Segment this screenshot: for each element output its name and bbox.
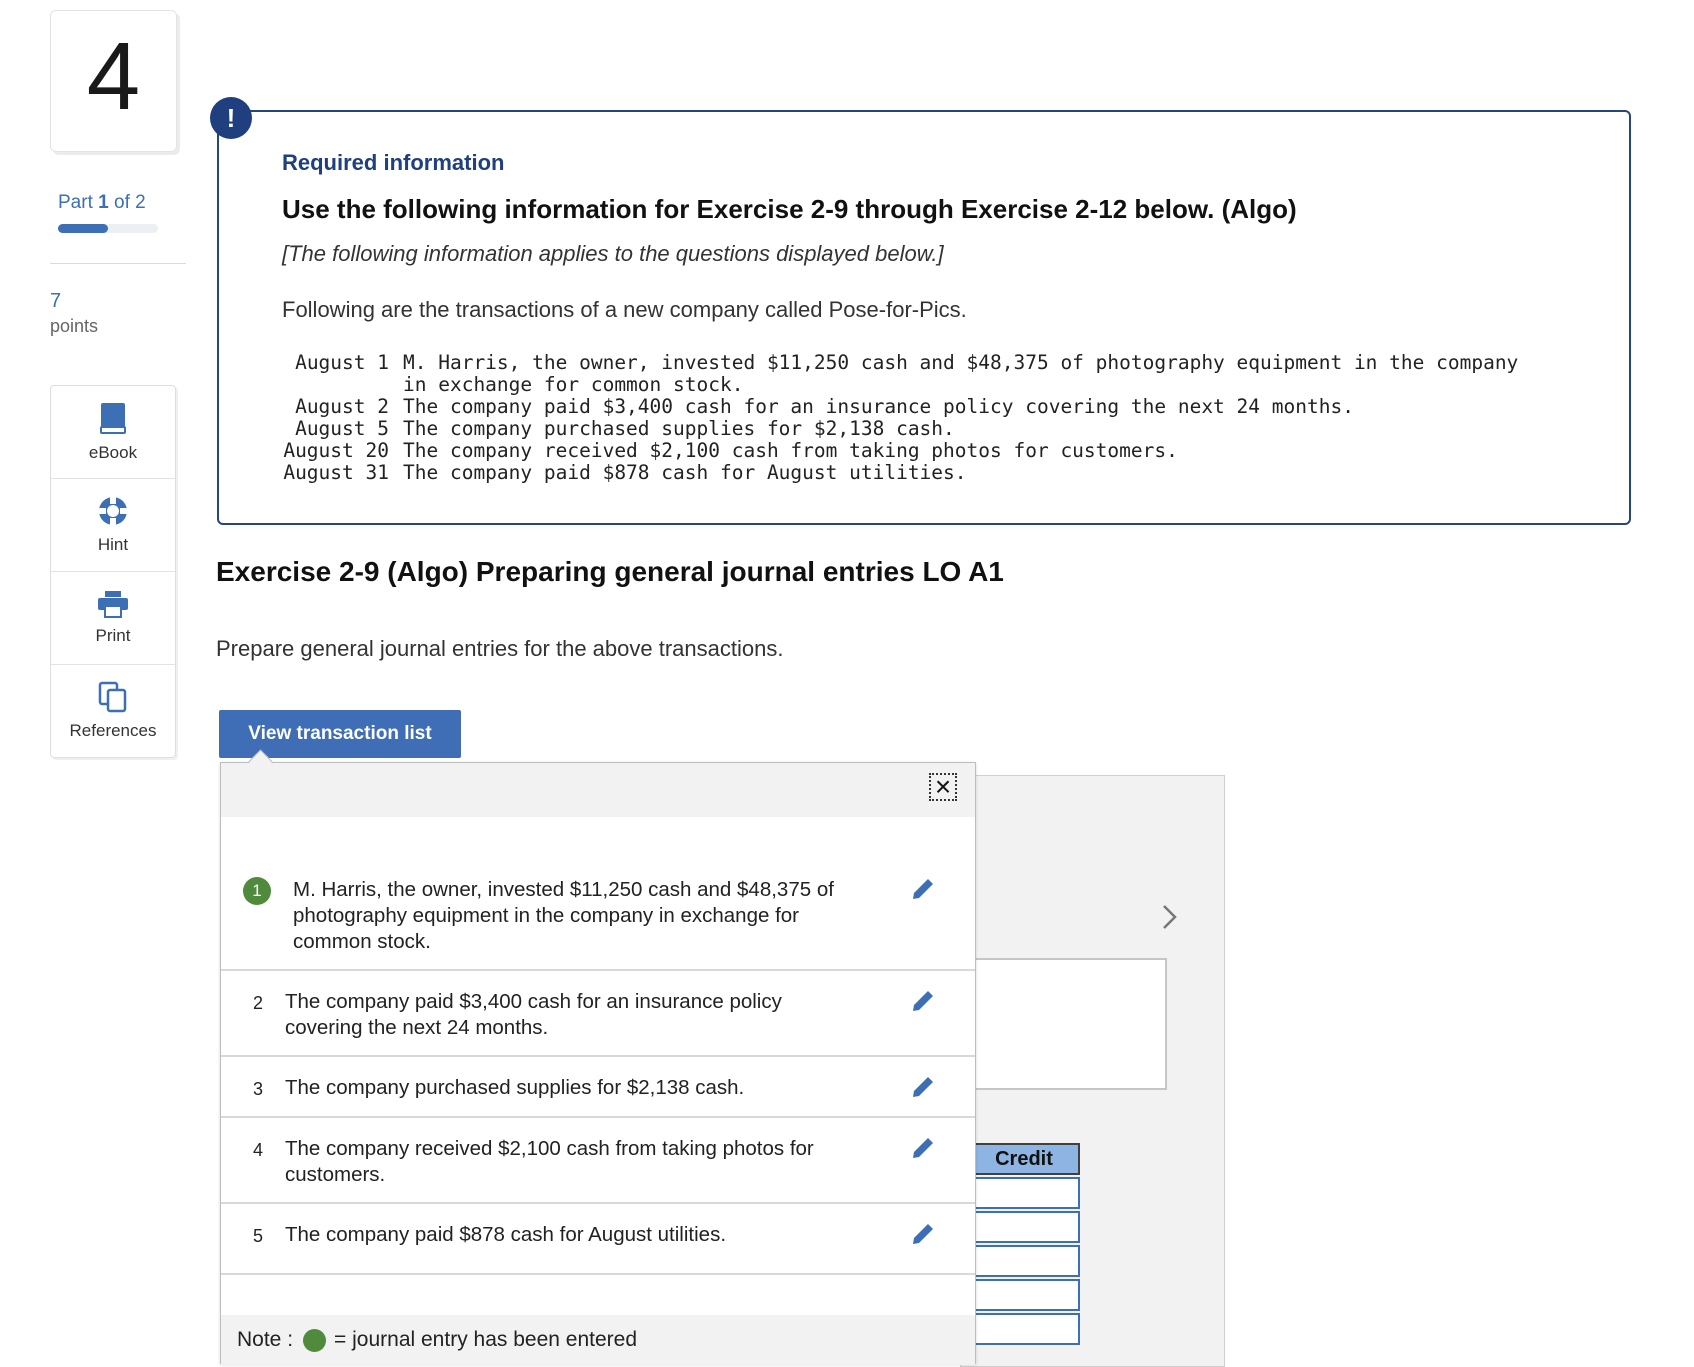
exercise-prompt: Prepare general journal entries for the above transactions. — [216, 636, 784, 661]
hint-button[interactable]: Hint — [51, 479, 175, 572]
entered-dot-icon — [303, 1329, 326, 1352]
references-button[interactable]: References — [51, 665, 175, 757]
pencil-edit-icon[interactable] — [909, 1073, 937, 1101]
worksheet-text-box — [960, 958, 1167, 1090]
info-heading: Use the following information for Exercise 2-9 through Exercise 2-12 below. (Algo) — [282, 194, 1297, 224]
lifebuoy-icon — [97, 495, 129, 527]
transaction-list — [221, 871, 975, 1275]
transaction-line — [282, 374, 1518, 396]
credit-input[interactable] — [968, 1279, 1080, 1311]
chevron-right-icon[interactable] — [1155, 902, 1183, 932]
transaction-date: August 20 — [283, 439, 389, 462]
transaction-text: The company purchased supplies for $2,138 cash. — [403, 417, 955, 440]
copy-icon — [98, 681, 128, 713]
credit-input[interactable] — [968, 1177, 1080, 1209]
transaction-list-item[interactable] — [221, 1118, 975, 1204]
transaction-text: in exchange for common stock. — [403, 373, 744, 396]
transaction-description: The company paid $878 cash for August utilities. — [285, 1223, 727, 1246]
transaction-number: 4 — [252, 1140, 263, 1160]
transaction-date: August 2 — [295, 395, 389, 418]
transaction-text: The company paid $3,400 cash for an insurance policy covering the next 24 months. — [403, 395, 1354, 418]
transaction-text: The company paid $878 cash for August utilities. — [403, 461, 967, 484]
view-transaction-list-button[interactable]: View transaction list — [219, 710, 461, 758]
pencil-edit-icon[interactable] — [909, 875, 937, 903]
transaction-text: M. Harris, the owner, invested $11,250 cash and $48,375 of photography equipment in the company — [403, 351, 1519, 374]
popup-header — [221, 763, 975, 817]
transaction-list-popup — [220, 762, 976, 1364]
transaction-date — [282, 374, 403, 396]
transaction-description: The company purchased supplies for $2,138 cash. — [285, 1076, 745, 1099]
points-value: 7 — [50, 290, 62, 312]
transactions-block — [282, 352, 1518, 484]
credit-input[interactable] — [968, 1313, 1080, 1345]
transaction-date: August 31 — [283, 461, 389, 484]
pencil-edit-icon[interactable] — [909, 1220, 937, 1248]
transaction-description: The company paid $3,400 cash for an insurance policy covering the next 24 months. — [285, 990, 782, 1039]
close-icon[interactable]: × — [929, 773, 957, 801]
tools-panel — [50, 385, 176, 758]
transaction-date: August 1 — [295, 351, 389, 374]
popup-note — [221, 1315, 975, 1365]
pencil-edit-icon[interactable] — [909, 1134, 937, 1162]
printer-icon — [97, 590, 129, 618]
exercise-title: Exercise 2-9 (Algo) Preparing general journal entries LO A1 — [216, 556, 1004, 587]
transaction-line — [282, 440, 1518, 462]
transaction-list-item[interactable] — [221, 1204, 975, 1275]
applies-note: [The following information applies to the questions displayed below.] — [282, 241, 944, 266]
entered-badge: 1 — [243, 877, 271, 905]
transaction-list-item[interactable] — [221, 871, 975, 971]
part-indicator: Part 1 of 2 — [58, 192, 146, 213]
transaction-description: M. Harris, the owner, invested $11,250 cash and $48,375 of photography equipment in the company in exchange for common stock. — [293, 878, 834, 953]
required-info-title: Required information — [282, 150, 505, 175]
transaction-line — [282, 462, 1518, 484]
ebook-button[interactable]: eBook — [51, 386, 175, 479]
transaction-date: August 5 — [295, 417, 389, 440]
credit-input[interactable] — [968, 1245, 1080, 1277]
transaction-line — [282, 352, 1518, 374]
sidebar-divider — [50, 263, 186, 264]
part-current: 1 — [98, 192, 109, 213]
note-prefix: Note : — [237, 1328, 294, 1351]
question-number: 4 — [86, 23, 141, 130]
part-progress-fill — [58, 224, 108, 233]
part-progress-bar — [58, 224, 158, 233]
transaction-number: 5 — [252, 1226, 263, 1246]
print-button[interactable]: Print — [51, 572, 175, 665]
transaction-line — [282, 396, 1518, 418]
transaction-number: 3 — [252, 1079, 263, 1099]
book-icon — [98, 401, 128, 435]
transaction-number: 2 — [252, 993, 263, 1013]
pencil-edit-icon[interactable] — [909, 987, 937, 1015]
note-text: = journal entry has been entered — [334, 1328, 637, 1351]
transaction-line — [282, 418, 1518, 440]
alert-icon: ! — [210, 97, 252, 139]
transaction-list-item[interactable] — [221, 971, 975, 1057]
points-label: points — [50, 316, 99, 336]
transaction-text: The company received $2,100 cash from taking photos for customers. — [403, 439, 1178, 462]
transaction-list-item[interactable] — [221, 1057, 975, 1118]
transaction-description: The company received $2,100 cash from taking photos for customers. — [285, 1137, 814, 1186]
question-number-card — [50, 10, 177, 152]
credit-column-header: Credit — [968, 1143, 1080, 1175]
credit-input[interactable] — [968, 1211, 1080, 1243]
info-intro: Following are the transactions of a new company called Pose-for-Pics. — [282, 297, 967, 322]
